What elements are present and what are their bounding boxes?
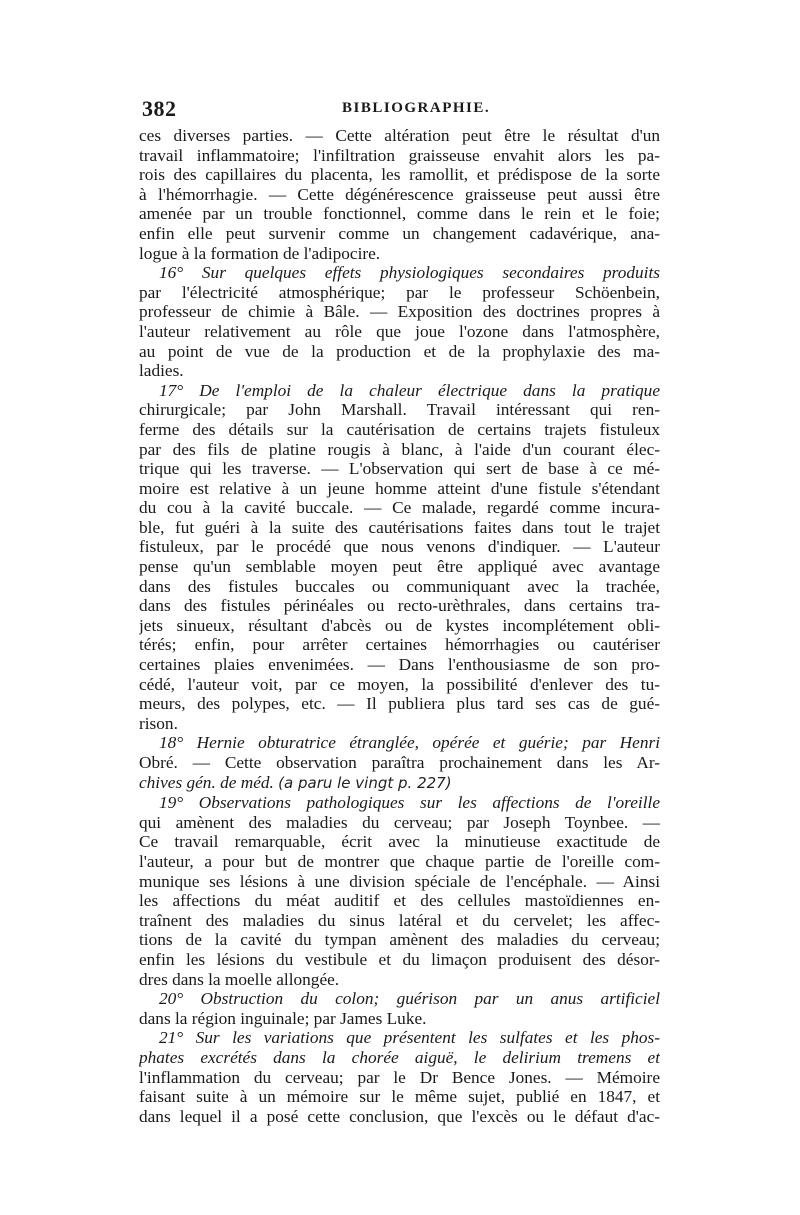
text-line: par l'électricité atmosphérique; par le professeur Schöenbein, (139, 282, 660, 302)
text-line: rois des capillaires du placenta, les ramollit, et prédispose de la sorte (139, 165, 660, 185)
text-line: dans des fistules périnéales ou recto-urèthrales, dans certains tra- (139, 596, 660, 616)
text-line: enfin elle peut survenir comme un changement cadavérique, ana- (139, 223, 660, 243)
text-line: rison. (139, 713, 178, 733)
text-line: l'auteur, a pour but de montrer que chaque partie de l'oreille com- (139, 851, 660, 871)
entry-18-title: 18° Hernie obturatrice étranglée, opérée et guérie; par Henri (159, 733, 660, 753)
text-line: du cou à la cavité buccale. — Ce malade, regardé comme incura- (139, 498, 660, 518)
entry-16-title: 16° Sur quelques effets physiologiques secondaires produits (159, 263, 660, 283)
entry-20-title: 20° Obstruction du colon; guérison par un anus artificiel (159, 989, 660, 1009)
text-line: l'auteur relativement au rôle que joue l'ozone dans l'atmosphère, (139, 321, 660, 341)
text-line: professeur de chimie à Bâle. — Exposition des doctrines propres à (139, 302, 660, 322)
text-line: certaines plaies envenimées. — Dans l'enthousiasme de son pro- (139, 655, 660, 675)
text-line: chirurgicale; par John Marshall. Travail intéressant qui ren- (139, 400, 660, 420)
text-line: fistuleux, par le procédé que nous venons d'indiquer. — L'auteur (139, 537, 660, 557)
text-line: térés; enfin, pour arrêter certaines hémorrhagies ou cautériser (139, 635, 660, 655)
entry-19-title: 19° Observations pathologiques sur les affections de l'oreille (159, 793, 660, 813)
text-line: Ce travail remarquable, écrit avec la minutieuse exactitude de (139, 832, 660, 852)
text-line: dres dans la moelle allongée. (139, 969, 340, 989)
text-line: qui amènent des maladies du cerveau; par Joseph Toynbee. — (139, 812, 660, 832)
text-line: enfin les lésions du vestibule et du limaçon produisent des désor- (139, 949, 660, 969)
text-line: par des fils de platine rougis à blanc, à l'aide d'un courant élec- (139, 439, 660, 459)
handwritten-annotation: (a paru le vingt p. 227) (278, 773, 452, 792)
text-line: dans la région inguinale; par James Luke. (139, 1008, 427, 1028)
text-line: phates excrétés dans la chorée aiguë, le delirium tremens et (139, 1047, 660, 1067)
text-line: les affections du méat auditif et des cellules mastoïdiennes en- (139, 891, 660, 911)
text-line: cédé, l'auteur voit, par ce moyen, la possibilité d'enlever des tu- (139, 674, 660, 694)
text-line: Obré. — Cette observation paraîtra prochainement dans les Ar- (139, 753, 660, 772)
text-line: logue à la formation de l'adipocire. (139, 243, 381, 263)
running-head: BIBLIOGRAPHIE. (342, 100, 491, 116)
text-line: meurs, des polypes, etc. — Il publiera plus tard ses cas de gué- (139, 694, 660, 714)
text-line: pense qu'un semblable moyen peut être appliqué avec avantage (139, 557, 660, 577)
text-line: dans lequel il a posé cette conclusion, que l'excès ou le défaut d'ac- (139, 1106, 660, 1126)
text-line: à l'hémorrhagie. — Cette dégénérescence graisseuse peut aussi être (139, 184, 660, 204)
text-line: moire est relative à un jeune homme atteint d'une fistule s'étendant (139, 478, 660, 498)
page-number: 382 (142, 96, 177, 121)
text-line: amenée par un trouble fonctionnel, comme dans le rein et le foie; (139, 204, 660, 224)
text-line: munique ses lésions à une division spéciale de l'encéphale. — Ainsi (139, 871, 660, 891)
page-header (142, 96, 662, 126)
text-line: dans des fistules buccales ou communiquant avec la trachée, (139, 576, 660, 596)
text-line: trique qui les traverse. — L'observation qui sert de base à ce mé- (139, 459, 660, 479)
text-line: ladies. (139, 361, 184, 381)
text-line: jets sinueux, résultant d'abcès ou de kystes incomplétement obli- (139, 615, 660, 635)
text-line: traînent des maladies du sinus latéral et du cervelet; les affec- (139, 910, 660, 930)
text-line: ces diverses parties. — Cette altération peut être le résultat d'un (139, 126, 660, 145)
text-line: tions de la cavité du tympan amènent des maladies du cerveau; (139, 930, 660, 950)
body-text (139, 126, 660, 1126)
text-line: l'inflammation du cerveau; par le Dr Bence Jones. — Mémoire (139, 1067, 660, 1087)
text-line: au point de vue de la production et de la prophylaxie des ma- (139, 341, 660, 361)
text-line: faisant suite à un mémoire sur le même sujet, publié en 1847, et (139, 1087, 660, 1107)
text-line: ferme des détails sur la cautérisation de certains trajets fistuleux (139, 419, 660, 439)
text-line: chives gén. de méd. (a paru le vingt p. 227) (139, 772, 452, 792)
entry-21-title: 21° Sur les variations que présentent les sulfates et les phos- (159, 1028, 660, 1048)
text-line: ble, fut guéri à la suite des cautérisations faites dans tout le trajet (139, 517, 660, 537)
text-line: travail inflammatoire; l'infiltration graisseuse envahit alors les pa- (139, 145, 660, 165)
entry-17-title: 17° De l'emploi de la chaleur électrique dans la pratique (159, 380, 660, 400)
